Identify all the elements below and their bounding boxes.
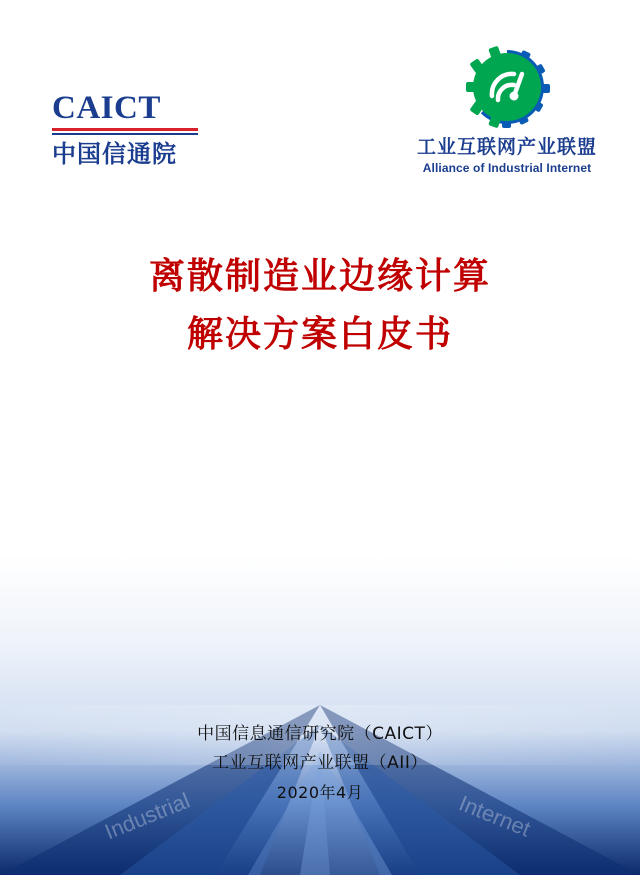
cover-header [0,0,640,200]
aii-logo [412,44,602,175]
page-title [0,248,640,363]
cover-footer [0,720,640,808]
svg-text:Industrial: Industrial [101,787,194,845]
caict-wordmark: CAICT [52,90,161,126]
footer-org-1: 中国信息通信研究院（CAICT） [197,723,443,744]
caict-rule-group [52,128,198,135]
gear-wifi-icon [464,44,550,130]
caict-logo [52,92,202,167]
aii-english-name: Alliance of Industrial Internet [422,160,592,175]
caict-red-rule [52,128,198,131]
aii-chinese-name: 工业互联网产业联盟 [416,136,597,158]
caict-blue-rule [52,133,198,135]
footer-date: 2020年4月 [276,783,364,802]
title-line-1: 离散制造业边缘计算 [148,256,491,297]
footer-org-2: 工业互联网产业联盟（AII） [212,753,428,774]
caict-chinese-name: 中国信通院 [52,140,177,168]
cover-artwork [0,555,640,875]
svg-text:Internet: Internet [455,790,535,842]
title-line-2: 解决方案白皮书 [186,313,453,355]
